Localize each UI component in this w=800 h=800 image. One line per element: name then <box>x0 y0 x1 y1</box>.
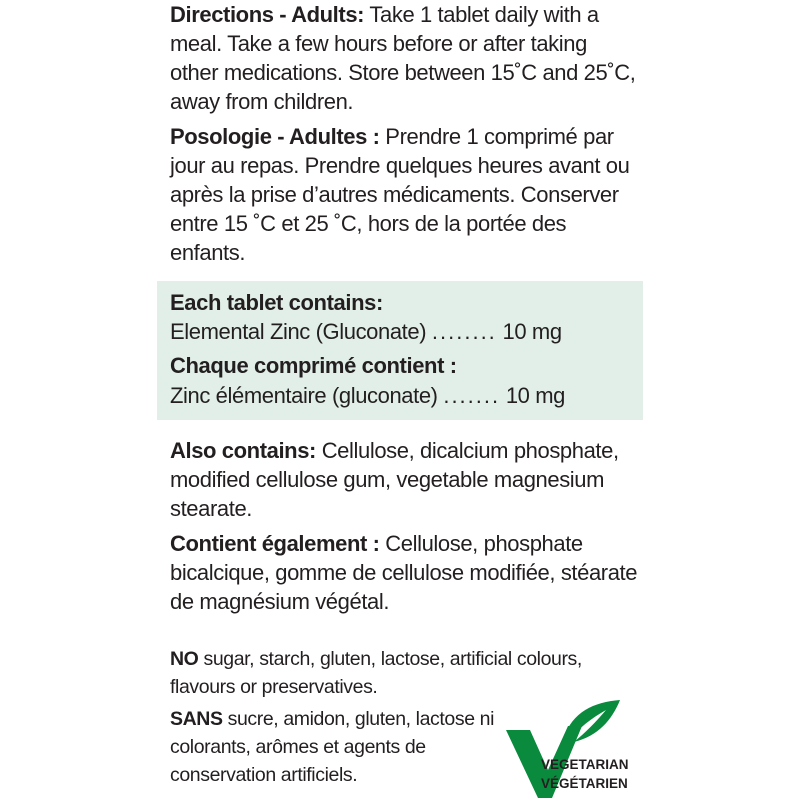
directions-text-fr: Prendre 1 comprimé par jour au repas. Prendre quelques heures avant ou après la prise d’autres médicaments. Conserver entre 15 ˚C et 25 ˚C, hors de la portée des enfants. <box>170 124 630 265</box>
ingredient-name-fr: Zinc élémentaire (gluconate) <box>170 383 438 408</box>
vegetarian-label-en: VEGETARIAN <box>541 757 629 772</box>
ingredient-name-en: Elemental Zinc (Gluconate) <box>170 319 427 344</box>
free-of-en <box>170 645 640 701</box>
also-contains-label-en: Also contains: <box>170 438 316 463</box>
directions-text-en: Take 1 tablet daily with a meal. Take a few hours before or after taking other medications. Store between 15˚C and 25˚C, away from children. <box>170 2 636 114</box>
also-contains-en <box>170 436 640 523</box>
also-contains-label-fr: Contient également : <box>170 531 380 556</box>
ingredient-leader-fr: ....... <box>443 383 501 408</box>
directions-adults-en <box>170 0 640 116</box>
also-contains-text-en: Cellulose, dicalcium phosphate, modified cellulose gum, vegetable magnesium stearate. <box>170 438 619 521</box>
medicinal-ingredients-box <box>157 281 643 420</box>
ingredient-leader-en: ........ <box>431 319 497 344</box>
chaque-comprime-heading: Chaque comprimé contient : <box>170 353 457 378</box>
ingredient-amount-fr: 10 mg <box>505 383 565 408</box>
free-of-label-en: NO <box>170 648 199 670</box>
also-contains-fr <box>170 529 640 616</box>
free-of-label-fr: SANS <box>170 708 223 730</box>
free-of-text-en: sugar, starch, gluten, lactose, artificial colours, flavours or preservatives. <box>170 648 582 698</box>
each-tablet-contains-heading: Each tablet contains: <box>170 290 383 315</box>
vegetarian-label-fr: VÉGÉTARIEN <box>541 776 628 791</box>
also-contains-text-fr: Cellulose, phosphate bicalcique, gomme de cellulose modifiée, stéarate de magnésium végétal. <box>170 531 638 614</box>
ingredient-amount-en: 10 mg <box>502 319 562 344</box>
directions-label-fr: Posologie - Adultes : <box>170 124 380 149</box>
free-of-fr <box>170 705 500 789</box>
ingredient-row-en <box>170 317 610 346</box>
ingredient-row-fr <box>170 381 610 410</box>
free-of-text-fr: sucre, amidon, gluten, lactose ni colorants, arômes et agents de conservation artificiels. <box>170 708 495 786</box>
directions-label-en: Directions - Adults: <box>170 2 365 27</box>
directions-adults-fr <box>170 122 640 267</box>
